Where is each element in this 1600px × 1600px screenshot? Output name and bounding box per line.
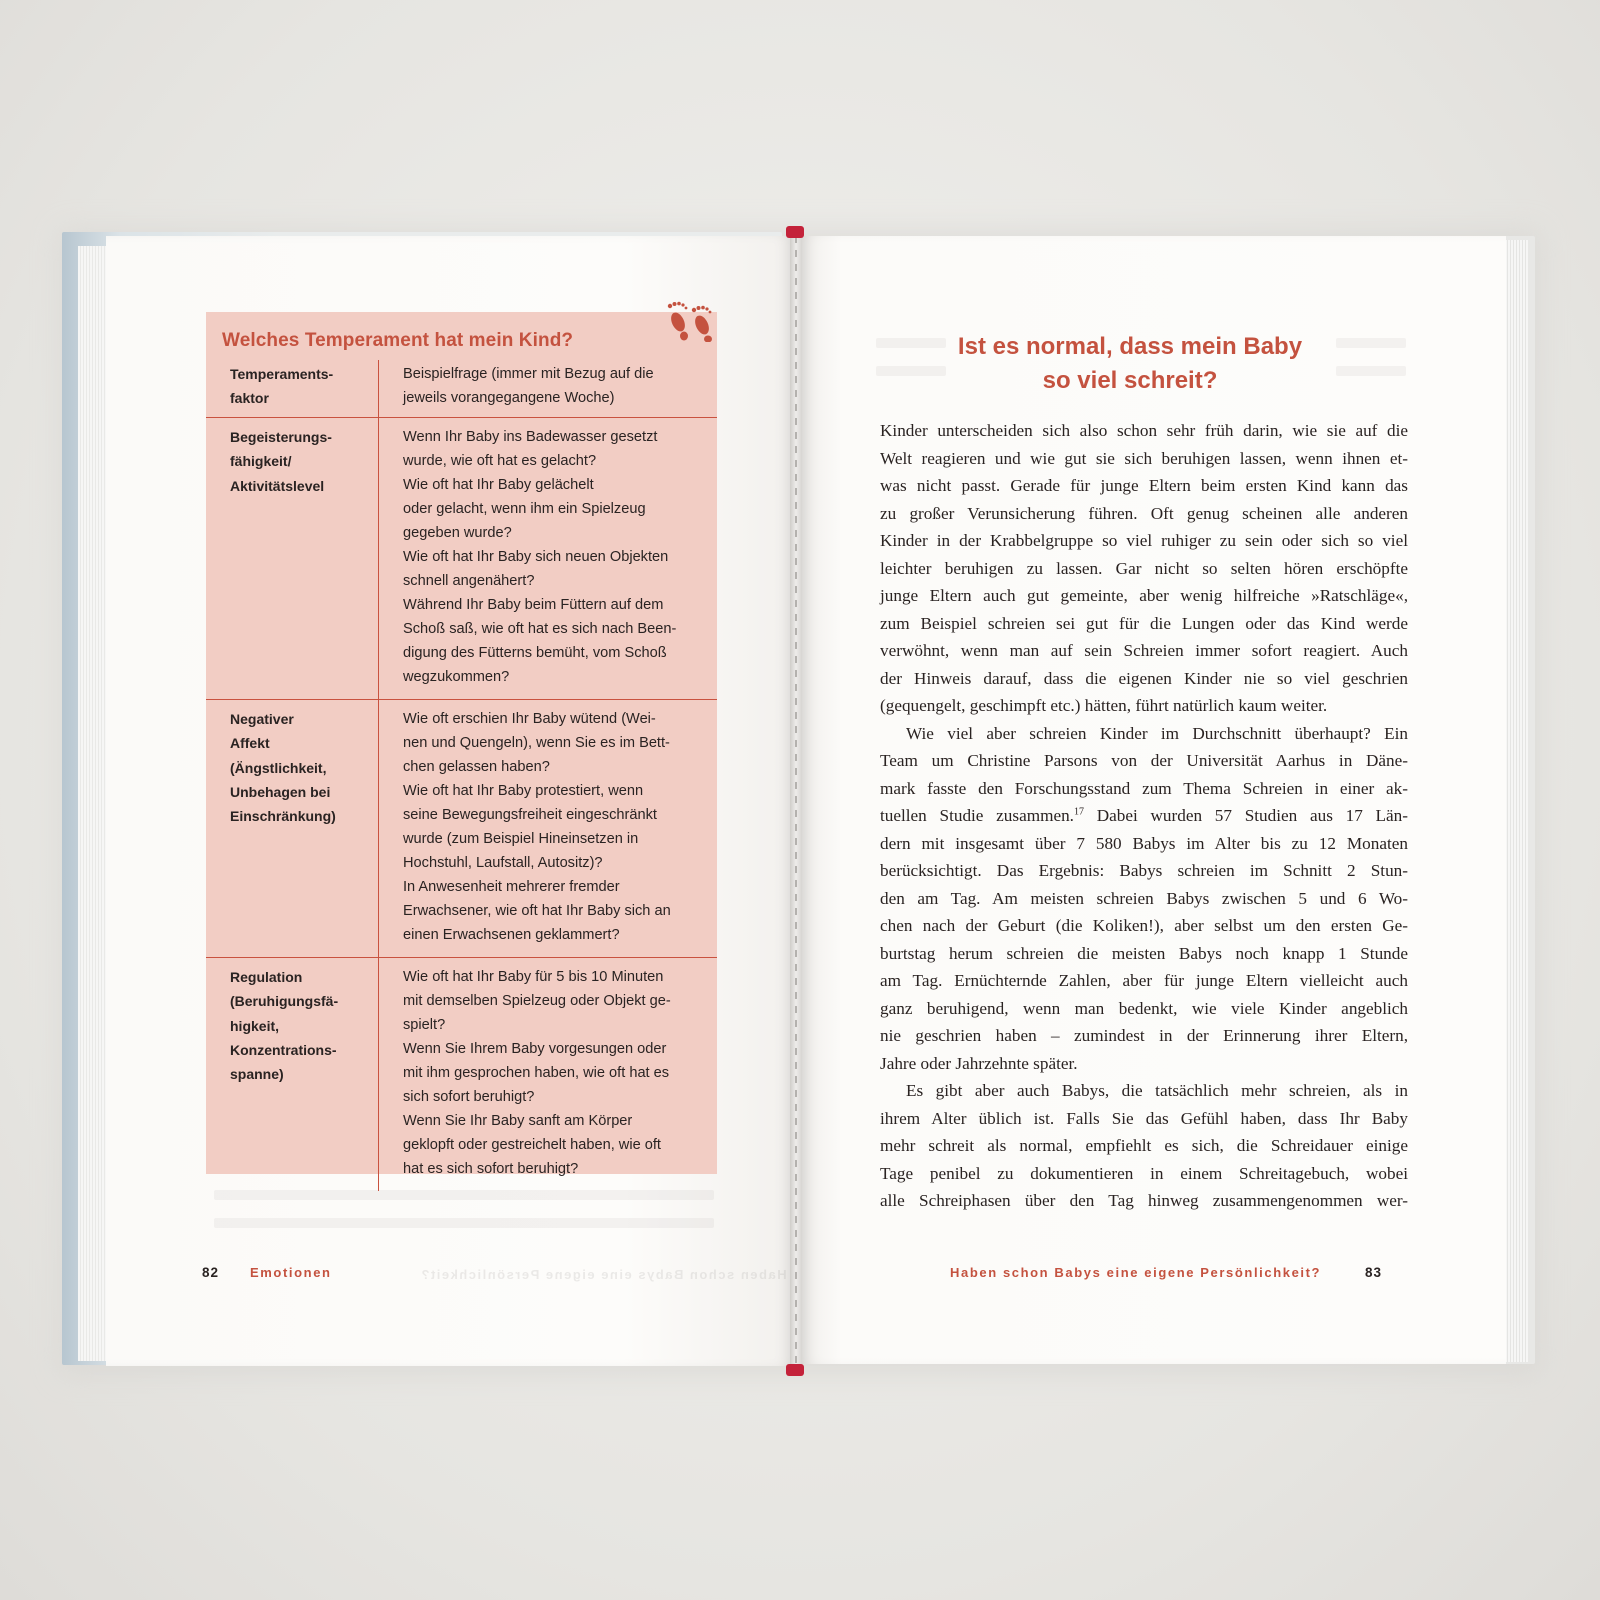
text-line: chen nach der Geburt (die Koliken!), aber selbst um den ersten Ge- [880, 916, 1408, 935]
binding-stitch [795, 236, 797, 1364]
text-line: burtstag herum schreien die meisten Babys noch knapp 1 Stunde [880, 943, 1408, 963]
text-line: ihrem Alter üblich ist. Falls Sie das Gefühl haben, dass Ihr Baby [880, 1108, 1408, 1128]
headband [786, 1364, 804, 1376]
text-line: Team um Christine Parsons von der Universität Aarhus in Däne- [880, 751, 1408, 770]
text-line: der Hinweis darauf, dass die eigenen Kinder nie so viel geschrien [880, 668, 1408, 688]
footnote-marker: 17 [1073, 806, 1084, 818]
text-line: Jahre oder Jahrzehnte später. [880, 1053, 1078, 1073]
paragraph [880, 1077, 1408, 1215]
text-line: was nicht passt. Gerade für junge Eltern beim ersten Kind kann das [880, 476, 1408, 495]
running-head-left: Emotionen [250, 1265, 332, 1280]
headband [786, 226, 804, 238]
temperament-table [206, 360, 717, 1191]
table-header-factor: Temperaments- faktor [230, 366, 334, 407]
text-line: (gequengelt, geschimpft etc.) hätten, führt natürlich kaum weiter. [880, 696, 1328, 715]
running-head-right: Haben schon Babys eine eigene Persönlichkeit? [950, 1265, 1322, 1280]
factor-cell: Regulation (Beruhigungsfä- higkeit, Konzentrations- spanne) [206, 957, 379, 1191]
text-line: mehr schreit als normal, empfiehlt es sich, die Schreidauer einige [880, 1136, 1408, 1155]
show-through-line [214, 1190, 714, 1200]
section-heading: Ist es normal, dass mein Baby so viel schreit? [957, 333, 1303, 394]
text-line: dern mit insgesamt über 7 580 Babys im Alter bis zu 12 Monaten [880, 833, 1408, 853]
text-line: berücksichtigt. Das Ergebnis: Babys schreien im Schnitt 2 Stun- [880, 861, 1408, 880]
text-line: ganz beruhigend, wenn man bedenkt, wie viele Kinder angeblich [880, 998, 1408, 1018]
table-header-question: Beispielfrage (immer mit Bezug auf die jeweils vorangegangene Woche) [379, 360, 718, 417]
text-line: mark fasste den Forschungsstand zum Thema Schreien in einer ak- [880, 778, 1408, 798]
text-line: junge Eltern auch gut gemeinte, aber wenig hilfreiche »Ratschläge«, [880, 586, 1408, 605]
factor-cell: Begeisterungs- fähigkeit/ Aktivitätslevel [206, 417, 379, 699]
paragraph [880, 417, 1408, 720]
text-line: Tage penibel zu dokumentieren in einem Schreitagebuch, wobei [880, 1163, 1408, 1183]
body-text [880, 417, 1408, 1215]
table-header-row [206, 360, 717, 417]
question-cell: Wenn Ihr Baby ins Badewasser gesetzt wurde, wie oft hat es gelacht? Wie oft hat Ihr Baby gelächelt oder gelacht, wenn ihm ein Spielzeug gegeben wurde? Wie oft hat Ihr Baby sich neuen Objekten schnell angenähert? Während Ihr Baby beim Füttern auf dem Schoß saß, wie oft hat es sich nach Been- digung des Fütterns bemüht, vom Schoß wegzukommen? [379, 417, 718, 699]
text-line: Kinder unterscheiden sich also schon sehr früh darin, wie sie auf die [880, 421, 1408, 440]
page-number-right: 83 [1365, 1265, 1383, 1280]
question-cell: Wie oft hat Ihr Baby für 5 bis 10 Minuten mit demselben Spielzeug oder Objekt ge- spielt? Wenn Sie Ihrem Baby vorgesungen oder mit ihm gesprochen haben, wie oft hat es sich sofort beruhigt? Wenn Sie Ihr Baby sanft am Körper geklopft oder gestreichelt haben, wie oft hat es sich sofort beruhigt? [379, 957, 718, 1191]
table-row [206, 417, 717, 699]
text-line: zum Beispiel schreien sei gut für die Lungen oder das Kind werde [880, 613, 1408, 633]
show-through-line [214, 1218, 714, 1228]
text-line: verwöhnt, wenn man auf sein Schreien immer sofort reagiert. Auch [880, 641, 1408, 660]
text-line: Welt reagieren und wie gut sie sich beruhigen lassen, wenn ihnen et- [880, 448, 1408, 468]
text-line: Kinder in der Krabbelgruppe so viel ruhiger zu sein oder sich so viel [880, 531, 1408, 550]
show-through-running-head: Haben schon Babys eine eigene Persönlichkeit? [420, 1267, 787, 1282]
text-line: nie geschrien haben – zumindest in der Erinnerung ihrer Eltern, [880, 1026, 1408, 1045]
table-row [206, 957, 717, 1191]
text-line: Es gibt aber auch Babys, die tatsächlich mehr schreien, als in [906, 1081, 1408, 1100]
factor-cell: Negativer Affekt (Ängstlichkeit, Unbehagen bei Einschränkung) [206, 699, 379, 957]
page-number-left: 82 [202, 1265, 220, 1280]
question-cell: Wie oft erschien Ihr Baby wütend (Wei- nen und Quengeln), wenn Sie es im Bett- chen gelassen haben? Wie oft hat Ihr Baby protestiert, wenn seine Bewegungsfreiheit eingeschränkt wurde (zum Beispiel Hineinsetzen in Hochstuhl, Laufstall, Autositz)? In Anwesenheit mehrerer fremder Erwachsener, wie oft hat Ihr Baby sich an einen Erwachsenen geklammert? [379, 699, 718, 957]
text-line: zu großer Verunsicherung führen. Oft genug scheinen alle anderen [880, 503, 1408, 523]
text-line: am Tag. Ernüchternde Zahlen, aber für junge Eltern vielleicht auch [880, 971, 1408, 990]
text-line: alle Schreiphasen über den Tag hinweg zusammengenommen wer- [880, 1191, 1408, 1210]
paragraph [880, 720, 1408, 1078]
table-row [206, 699, 717, 957]
info-box-title: Welches Temperament hat mein Kind? [222, 330, 574, 351]
text-line: Wie viel aber schreien Kinder im Durchschnitt überhaupt? Ein [906, 723, 1408, 743]
text-line: den am Tag. Am meisten schreien Babys zwischen 5 und 6 Wo- [880, 888, 1408, 908]
footprints-icon [664, 300, 716, 342]
text-line: leichter beruhigen zu lassen. Gar nicht so selten hören erschöpfte [880, 558, 1408, 578]
text-line-with-footnote: tuellen Studie zusammen.$^{17}$ Dabei wurden 57 Studien aus 17 Län- [880, 806, 1408, 825]
